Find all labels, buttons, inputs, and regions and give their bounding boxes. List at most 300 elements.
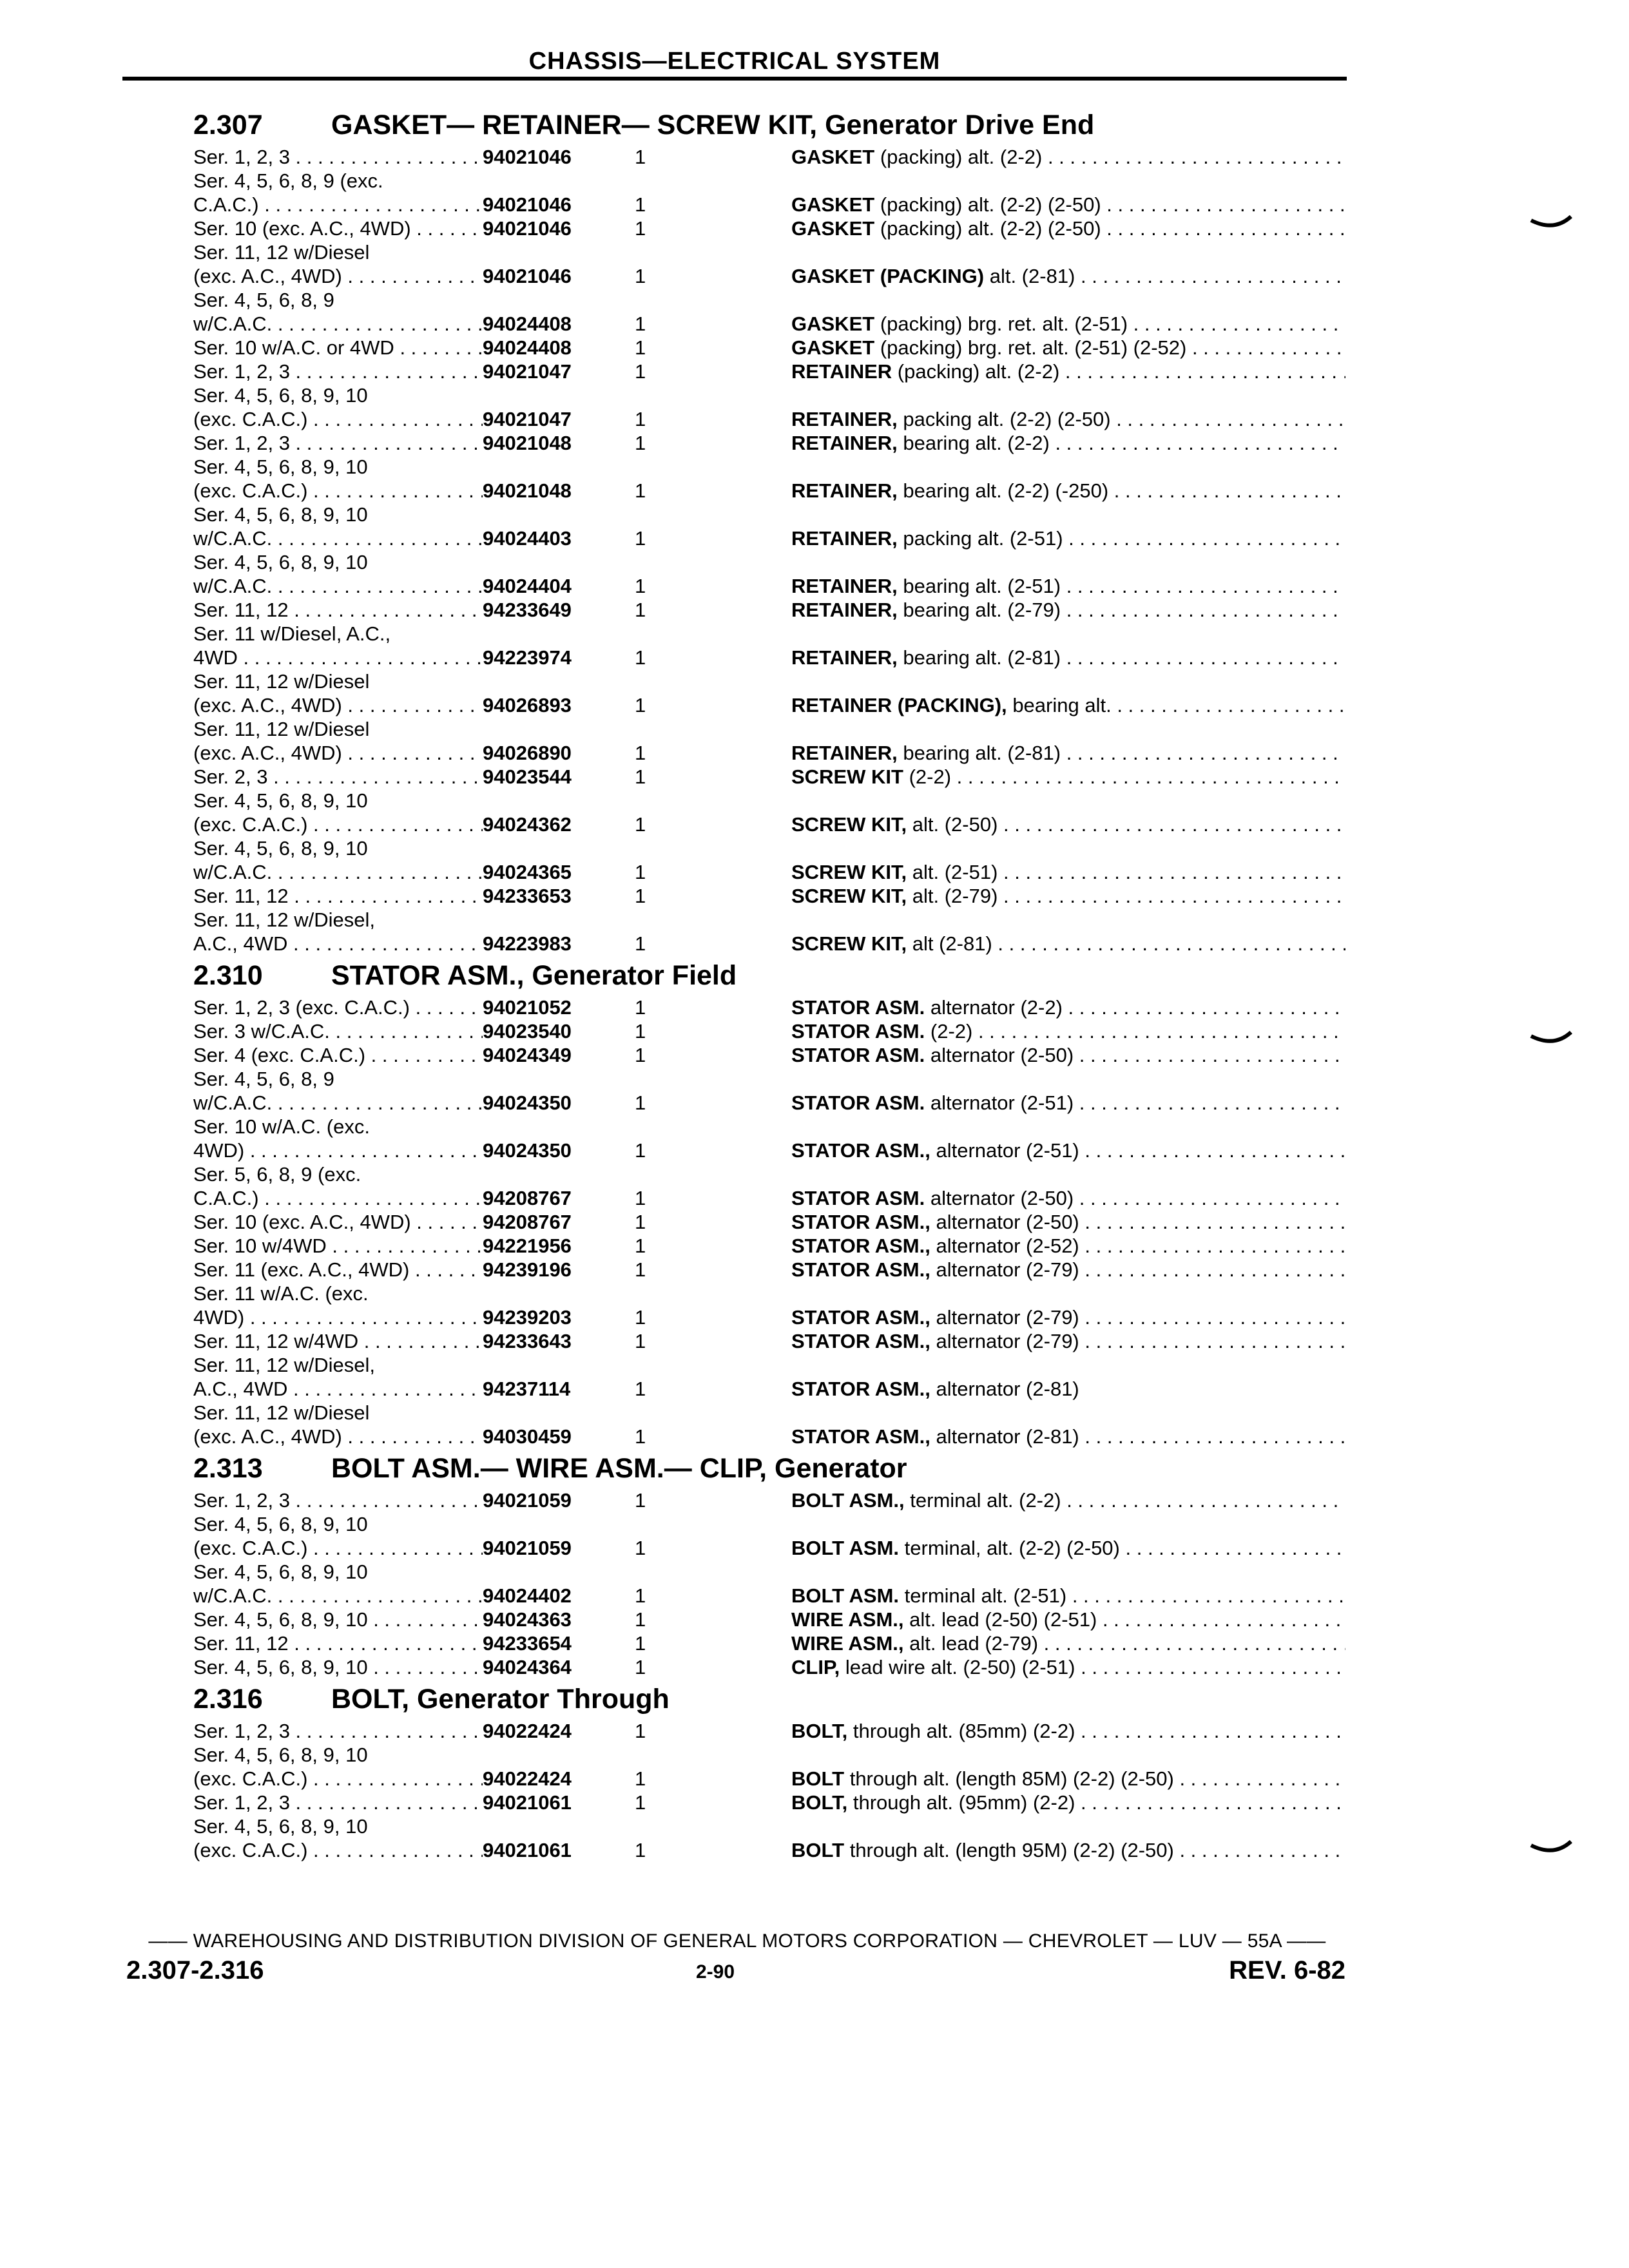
part-description bbox=[791, 932, 1345, 956]
part-name: BOLT ASM. bbox=[791, 1537, 900, 1559]
quantity: 1 bbox=[635, 432, 646, 454]
quantity: 1 bbox=[635, 360, 646, 383]
part-number: 94021046 bbox=[483, 217, 572, 240]
parts-list-row bbox=[193, 360, 1353, 383]
parts-list-row bbox=[193, 1608, 1353, 1631]
part-number: 94233649 bbox=[483, 599, 572, 621]
part-description bbox=[791, 216, 1345, 240]
parts-list-row bbox=[193, 1488, 1353, 1512]
application-text: Ser. 4, 5, 6, 8, 9, 10 bbox=[193, 1744, 368, 1766]
part-description bbox=[791, 1791, 1345, 1814]
part-number: 94023544 bbox=[483, 765, 572, 788]
quantity: 1 bbox=[635, 1632, 646, 1655]
application-text: w/C.A.C. . . . bbox=[193, 1091, 483, 1115]
quantity: 1 bbox=[635, 1330, 646, 1352]
quantity: 1 bbox=[635, 1489, 646, 1512]
parts-list-row bbox=[193, 1067, 1353, 1115]
part-description bbox=[791, 312, 1345, 336]
part-description bbox=[791, 574, 1345, 598]
part-description bbox=[791, 479, 1345, 503]
part-detail: bearing alt. (2-2) bbox=[903, 432, 1050, 454]
part-number: 94023540 bbox=[483, 1020, 572, 1043]
parts-catalog-content bbox=[193, 105, 1353, 1862]
part-name: STATOR ASM., bbox=[791, 1235, 930, 1257]
part-number: 94022424 bbox=[483, 1767, 572, 1790]
part-number: 94021047 bbox=[483, 408, 572, 430]
quantity: 1 bbox=[635, 1767, 646, 1790]
application-text: Ser. 10 (exc. A.C., 4WD) . . . bbox=[193, 216, 483, 240]
part-detail: alt. lead (2-50) (2-51) bbox=[909, 1608, 1097, 1631]
section-heading bbox=[193, 956, 1353, 995]
quantity: 1 bbox=[635, 336, 646, 359]
part-detail: (packing) alt. (2-2) (2-50) bbox=[880, 193, 1101, 216]
part-name: SCREW KIT, bbox=[791, 932, 907, 955]
page-title: CHASSIS—ELECTRICAL SYSTEM bbox=[122, 48, 1347, 81]
part-number: 94024408 bbox=[483, 336, 572, 359]
part-detail: alternator (2-50) bbox=[936, 1211, 1079, 1233]
part-name: GASKET bbox=[791, 312, 875, 335]
part-detail: bearing alt. (2-2) (-250) bbox=[903, 479, 1109, 502]
parts-list-row bbox=[193, 1019, 1353, 1043]
part-detail: (packing) alt. (2-2) bbox=[897, 360, 1060, 383]
part-name: GASKET bbox=[791, 336, 875, 359]
part-description bbox=[791, 1425, 1345, 1448]
application-text: 4WD) . . . bbox=[193, 1305, 483, 1329]
quantity: 1 bbox=[635, 527, 646, 550]
quantity: 1 bbox=[635, 1720, 646, 1742]
application-text: Ser. 10 w/4WD . . . bbox=[193, 1234, 483, 1258]
section-heading bbox=[193, 1448, 1353, 1488]
part-name: STATOR ASM. bbox=[791, 996, 925, 1019]
parts-list-row bbox=[193, 431, 1353, 455]
part-description bbox=[791, 360, 1345, 383]
part-number: 94024408 bbox=[483, 312, 572, 335]
application-text: Ser. 4, 5, 6, 8, 9 (exc. bbox=[193, 169, 383, 192]
application-text: Ser. 1, 2, 3 . . . bbox=[193, 1488, 483, 1512]
application-text: Ser. 10 (exc. A.C., 4WD) . . . bbox=[193, 1210, 483, 1234]
parts-list-row bbox=[193, 216, 1353, 240]
part-number: 94021048 bbox=[483, 432, 572, 454]
part-name: GASKET bbox=[791, 217, 875, 240]
parts-list-row bbox=[193, 995, 1353, 1019]
application-text: (exc. C.A.C.) . . . bbox=[193, 407, 483, 431]
quantity: 1 bbox=[635, 1044, 646, 1066]
quantity: 1 bbox=[635, 1839, 646, 1861]
part-detail: bearing alt. bbox=[1012, 694, 1112, 716]
part-detail: terminal alt. (2-51) bbox=[904, 1584, 1067, 1607]
parts-list-row bbox=[193, 1560, 1353, 1608]
footer-page-number: 2-90 bbox=[696, 1961, 735, 1983]
parts-list-row bbox=[193, 383, 1353, 431]
parts-list-row bbox=[193, 1631, 1353, 1655]
application-text: Ser. 4, 5, 6, 8, 9, 10 bbox=[193, 456, 368, 478]
parts-list-row bbox=[193, 240, 1353, 288]
part-detail: alternator (2-81) bbox=[936, 1378, 1079, 1400]
application-text: (exc. A.C., 4WD) . . . bbox=[193, 741, 483, 765]
part-detail: through alt. (length 85M) (2-2) (2-50) bbox=[849, 1767, 1174, 1790]
quantity: 1 bbox=[635, 1425, 646, 1448]
section-number: 2.310 bbox=[193, 960, 263, 991]
part-description bbox=[791, 1210, 1345, 1234]
application-text: A.C., 4WD . . . bbox=[193, 932, 483, 956]
parts-list-row bbox=[193, 1719, 1353, 1743]
application-text: Ser. 11, 12 w/4WD . . . bbox=[193, 1329, 483, 1353]
application-text: (exc. A.C., 4WD) . . . bbox=[193, 1425, 483, 1448]
parts-list-row bbox=[193, 1043, 1353, 1067]
part-detail: alt. (2-51) bbox=[912, 861, 998, 883]
parts-list-row bbox=[193, 288, 1353, 336]
application-text: w/C.A.C. . . . bbox=[193, 1584, 483, 1608]
part-detail: alternator (2-79) bbox=[936, 1258, 1079, 1281]
part-description bbox=[791, 1838, 1345, 1862]
application-text: Ser. 11 (exc. A.C., 4WD) . . . bbox=[193, 1258, 483, 1282]
part-number: 94021059 bbox=[483, 1537, 572, 1559]
part-detail: alternator (2-51) bbox=[936, 1139, 1079, 1162]
part-description bbox=[791, 1488, 1345, 1512]
application-text: Ser. 11, 12 w/Diesel bbox=[193, 1401, 370, 1424]
part-name: WIRE ASM., bbox=[791, 1608, 904, 1631]
part-name: STATOR ASM. bbox=[791, 1091, 925, 1114]
part-description bbox=[791, 1536, 1345, 1560]
quantity: 1 bbox=[635, 813, 646, 836]
parts-list-row bbox=[193, 789, 1353, 836]
application-text: Ser. 3 w/C.A.C. . . . bbox=[193, 1019, 483, 1043]
quantity: 1 bbox=[635, 479, 646, 502]
part-name: RETAINER (PACKING), bbox=[791, 694, 1007, 716]
part-description bbox=[791, 193, 1345, 216]
application-text: (exc. A.C., 4WD) . . . bbox=[193, 264, 483, 288]
part-number: 94024350 bbox=[483, 1091, 572, 1114]
application-text: 4WD . . . bbox=[193, 646, 483, 669]
quantity: 1 bbox=[635, 217, 646, 240]
parts-list-row bbox=[193, 1743, 1353, 1791]
quantity: 1 bbox=[635, 599, 646, 621]
part-name: GASKET bbox=[791, 193, 875, 216]
parts-list-row bbox=[193, 145, 1353, 169]
part-name: STATOR ASM., bbox=[791, 1211, 930, 1233]
section-heading bbox=[193, 1679, 1353, 1719]
application-text: Ser. 1, 2, 3 . . . bbox=[193, 1791, 483, 1814]
part-detail: through alt. (85mm) (2-2) bbox=[853, 1720, 1075, 1742]
part-name: STATOR ASM., bbox=[791, 1258, 930, 1281]
part-name: BOLT ASM., bbox=[791, 1489, 905, 1512]
part-number: 94021046 bbox=[483, 193, 572, 216]
quantity: 1 bbox=[635, 694, 646, 716]
part-description bbox=[791, 1767, 1345, 1791]
part-name: RETAINER, bbox=[791, 575, 898, 597]
parts-list-row bbox=[193, 1791, 1353, 1814]
part-description bbox=[791, 1584, 1345, 1608]
part-name: RETAINER, bbox=[791, 479, 898, 502]
application-text: Ser. 11, 12 w/Diesel bbox=[193, 670, 370, 693]
part-detail: bearing alt. (2-81) bbox=[903, 646, 1061, 669]
part-detail: alternator (2-51) bbox=[930, 1091, 1074, 1114]
application-text: Ser. 4, 5, 6, 8, 9, 10 bbox=[193, 837, 368, 860]
part-detail: alternator (2-50) bbox=[930, 1044, 1074, 1066]
part-description bbox=[791, 1043, 1345, 1067]
part-number: 94022424 bbox=[483, 1720, 572, 1742]
application-text: Ser. 4, 5, 6, 8, 9, 10 bbox=[193, 1815, 368, 1838]
part-detail: alt. (2-79) bbox=[912, 885, 998, 907]
part-detail: (packing) alt. (2-2) bbox=[880, 146, 1043, 168]
part-description bbox=[791, 1377, 1345, 1401]
quantity: 1 bbox=[635, 1306, 646, 1329]
part-detail: lead wire alt. (2-50) (2-51) bbox=[845, 1656, 1075, 1678]
part-detail: (2-2) bbox=[930, 1020, 973, 1043]
parts-list-row bbox=[193, 598, 1353, 622]
quantity: 1 bbox=[635, 885, 646, 907]
application-text: Ser. 11, 12 . . . bbox=[193, 1631, 483, 1655]
part-name: SCREW KIT, bbox=[791, 861, 907, 883]
section-title: BOLT, Generator Through bbox=[331, 1684, 670, 1715]
part-description bbox=[791, 1019, 1345, 1043]
parts-list-row bbox=[193, 1512, 1353, 1560]
part-name: BOLT, bbox=[791, 1791, 848, 1814]
part-description bbox=[791, 884, 1345, 908]
parts-list-row bbox=[193, 669, 1353, 717]
part-number: 94021059 bbox=[483, 1489, 572, 1512]
section-heading bbox=[193, 105, 1353, 145]
application-text: Ser. 4, 5, 6, 8, 9 bbox=[193, 289, 334, 311]
part-number: 94030459 bbox=[483, 1425, 572, 1448]
part-number: 94223974 bbox=[483, 646, 572, 669]
part-number: 94239196 bbox=[483, 1258, 572, 1281]
part-number: 94024403 bbox=[483, 527, 572, 550]
part-detail: alt. (2-50) bbox=[912, 813, 998, 836]
part-description bbox=[791, 264, 1345, 288]
parts-list-row bbox=[193, 1655, 1353, 1679]
parts-list-row bbox=[193, 1329, 1353, 1353]
application-text: (exc. A.C., 4WD) . . . bbox=[193, 693, 483, 717]
part-detail: alt. (2-81) bbox=[989, 265, 1075, 287]
part-number: 94024404 bbox=[483, 575, 572, 597]
application-text: (exc. C.A.C.) . . . bbox=[193, 479, 483, 503]
application-text: Ser. 5, 6, 8, 9 (exc. bbox=[193, 1163, 361, 1186]
part-number: 94026893 bbox=[483, 694, 572, 716]
part-description bbox=[791, 1139, 1345, 1162]
application-text: (exc. C.A.C.) . . . bbox=[193, 1838, 483, 1862]
application-text: Ser. 2, 3 . . . bbox=[193, 765, 483, 789]
application-text: Ser. 4, 5, 6, 8, 9, 10 bbox=[193, 1513, 368, 1535]
quantity: 1 bbox=[635, 265, 646, 287]
part-detail: terminal alt. (2-2) bbox=[910, 1489, 1061, 1512]
parts-list-row bbox=[193, 765, 1353, 789]
section-title: BOLT ASM.— WIRE ASM.— CLIP, Generator bbox=[331, 1453, 907, 1484]
part-name: BOLT, bbox=[791, 1720, 848, 1742]
part-number: 94021061 bbox=[483, 1839, 572, 1861]
application-text: Ser. 11, 12 w/Diesel, bbox=[193, 908, 376, 931]
application-text: Ser. 4, 5, 6, 8, 9, 10 . . . bbox=[193, 1608, 483, 1631]
part-name: RETAINER, bbox=[791, 599, 898, 621]
part-description bbox=[791, 145, 1345, 169]
part-number: 94024363 bbox=[483, 1608, 572, 1631]
section-number: 2.313 bbox=[193, 1453, 263, 1484]
part-detail: bearing alt. (2-51) bbox=[903, 575, 1061, 597]
application-text: Ser. 11, 12 w/Diesel bbox=[193, 241, 370, 264]
application-text: w/C.A.C. . . . bbox=[193, 526, 483, 550]
application-text: Ser. 10 w/A.C. or 4WD . . . bbox=[193, 336, 483, 360]
part-name: GASKET (PACKING) bbox=[791, 265, 985, 287]
part-number: 94239203 bbox=[483, 1306, 572, 1329]
part-name: RETAINER, bbox=[791, 527, 898, 550]
part-name: SCREW KIT, bbox=[791, 813, 907, 836]
parts-list-row bbox=[193, 1258, 1353, 1282]
part-number: 94021046 bbox=[483, 146, 572, 168]
part-detail: alternator (2-50) bbox=[930, 1187, 1074, 1209]
application-text: Ser. 4, 5, 6, 8, 9 bbox=[193, 1068, 334, 1090]
application-text: (exc. C.A.C.) . . . bbox=[193, 1767, 483, 1791]
part-number: 94024362 bbox=[483, 813, 572, 836]
part-description bbox=[791, 1631, 1345, 1655]
application-text: Ser. 4, 5, 6, 8, 9, 10 bbox=[193, 551, 368, 573]
part-detail: alternator (2-79) bbox=[936, 1306, 1079, 1329]
quantity: 1 bbox=[635, 193, 646, 216]
part-description bbox=[791, 336, 1345, 360]
footer-publisher-line: —— WAREHOUSING AND DISTRIBUTION DIVISION OF GENERAL MOTORS CORPORATION — CHEVROLET — LUV — 55A —— bbox=[148, 1930, 1326, 1952]
part-detail: (2-2) bbox=[909, 765, 952, 788]
quantity: 1 bbox=[635, 575, 646, 597]
parts-list-row bbox=[193, 1162, 1353, 1210]
part-description bbox=[791, 1608, 1345, 1631]
section-title: STATOR ASM., Generator Field bbox=[331, 960, 737, 991]
part-name: RETAINER, bbox=[791, 742, 898, 764]
part-number: 94208767 bbox=[483, 1187, 572, 1209]
parts-list-row bbox=[193, 1210, 1353, 1234]
part-number: 94221956 bbox=[483, 1235, 572, 1257]
parts-list-row bbox=[193, 550, 1353, 598]
application-text: Ser. 10 w/A.C. (exc. bbox=[193, 1115, 370, 1138]
part-detail: (packing) brg. ret. alt. (2-51) (2-52) bbox=[880, 336, 1187, 359]
part-description bbox=[791, 526, 1345, 550]
application-text: 4WD) . . . bbox=[193, 1139, 483, 1162]
part-number: 94021061 bbox=[483, 1791, 572, 1814]
parts-list-row bbox=[193, 1814, 1353, 1862]
part-number: 94237114 bbox=[483, 1378, 571, 1400]
part-number: 94233653 bbox=[483, 885, 572, 907]
part-name: BOLT ASM. bbox=[791, 1584, 900, 1607]
part-number: 94021052 bbox=[483, 996, 572, 1019]
part-name: CLIP, bbox=[791, 1656, 840, 1678]
application-text: C.A.C.) . . . bbox=[193, 1186, 483, 1210]
application-text: Ser. 11 w/A.C. (exc. bbox=[193, 1282, 369, 1305]
part-description bbox=[791, 812, 1345, 836]
quantity: 1 bbox=[635, 1656, 646, 1678]
quantity: 1 bbox=[635, 646, 646, 669]
quantity: 1 bbox=[635, 765, 646, 788]
part-number: 94223983 bbox=[483, 932, 572, 955]
part-name: STATOR ASM. bbox=[791, 1020, 925, 1043]
application-text: Ser. 4, 5, 6, 8, 9, 10 bbox=[193, 1561, 368, 1583]
part-number: 94024365 bbox=[483, 861, 572, 883]
quantity: 1 bbox=[635, 1139, 646, 1162]
part-description bbox=[791, 1305, 1345, 1329]
quantity: 1 bbox=[635, 932, 646, 955]
part-description bbox=[791, 1719, 1345, 1743]
part-description bbox=[791, 765, 1345, 789]
parts-list-row bbox=[193, 1282, 1353, 1329]
part-number: 94021046 bbox=[483, 265, 572, 287]
part-detail: (packing) brg. ret. alt. (2-51) bbox=[880, 312, 1128, 335]
application-text: Ser. 4, 5, 6, 8, 9, 10 . . . bbox=[193, 1655, 483, 1679]
part-number: 94026890 bbox=[483, 742, 572, 764]
part-name: RETAINER bbox=[791, 360, 892, 383]
application-text: C.A.C.) . . . bbox=[193, 193, 483, 216]
application-text: Ser. 11, 12 . . . bbox=[193, 884, 483, 908]
part-detail: bearing alt. (2-79) bbox=[903, 599, 1061, 621]
part-description bbox=[791, 1258, 1345, 1282]
quantity: 1 bbox=[635, 861, 646, 883]
application-text: A.C., 4WD . . . bbox=[193, 1377, 483, 1401]
part-description bbox=[791, 1186, 1345, 1210]
part-detail: through alt. (95mm) (2-2) bbox=[853, 1791, 1075, 1814]
application-text: Ser. 4 (exc. C.A.C.) . . . bbox=[193, 1043, 483, 1067]
quantity: 1 bbox=[635, 1020, 646, 1043]
parts-list-row bbox=[193, 1353, 1353, 1401]
quantity: 1 bbox=[635, 1258, 646, 1281]
application-text: Ser. 4, 5, 6, 8, 9, 10 bbox=[193, 503, 368, 526]
part-name: STATOR ASM. bbox=[791, 1044, 925, 1066]
application-text: Ser. 1, 2, 3 . . . bbox=[193, 1719, 483, 1743]
part-name: RETAINER, bbox=[791, 432, 898, 454]
part-name: RETAINER, bbox=[791, 646, 898, 669]
footer-section-range: 2.307-2.316 bbox=[126, 1956, 264, 1984]
quantity: 1 bbox=[635, 1537, 646, 1559]
part-description bbox=[791, 741, 1345, 765]
part-description bbox=[791, 1234, 1345, 1258]
application-text: Ser. 4, 5, 6, 8, 9, 10 bbox=[193, 384, 368, 407]
quantity: 1 bbox=[635, 408, 646, 430]
quantity: 1 bbox=[635, 742, 646, 764]
application-text: Ser. 1, 2, 3 . . . bbox=[193, 431, 483, 455]
part-number: 94208767 bbox=[483, 1211, 572, 1233]
application-text: w/C.A.C. . . . bbox=[193, 312, 483, 336]
part-description bbox=[791, 1329, 1345, 1353]
margin-check-mark-1 bbox=[1528, 213, 1574, 232]
part-description bbox=[791, 1091, 1345, 1115]
part-number: 94024349 bbox=[483, 1044, 572, 1066]
application-text: (exc. C.A.C.) . . . bbox=[193, 812, 483, 836]
part-name: STATOR ASM., bbox=[791, 1378, 930, 1400]
section-number: 2.307 bbox=[193, 110, 263, 140]
part-number: 94233654 bbox=[483, 1632, 572, 1655]
parts-list-row bbox=[193, 169, 1353, 216]
quantity: 1 bbox=[635, 1235, 646, 1257]
parts-list-row bbox=[193, 836, 1353, 884]
part-name: RETAINER, bbox=[791, 408, 898, 430]
part-number: 94024364 bbox=[483, 1656, 572, 1678]
quantity: 1 bbox=[635, 1211, 646, 1233]
application-text: Ser. 11, 12 . . . bbox=[193, 598, 483, 622]
margin-check-mark-2 bbox=[1528, 1028, 1574, 1048]
application-text: Ser. 11 w/Diesel, A.C., bbox=[193, 622, 391, 645]
parts-list-row bbox=[193, 1401, 1353, 1448]
part-name: STATOR ASM., bbox=[791, 1139, 930, 1162]
part-description bbox=[791, 693, 1345, 717]
part-name: STATOR ASM. bbox=[791, 1187, 925, 1209]
part-name: STATOR ASM., bbox=[791, 1306, 930, 1329]
part-name: SCREW KIT, bbox=[791, 885, 907, 907]
part-detail: terminal, alt. (2-2) (2-50) bbox=[904, 1537, 1120, 1559]
parts-list-row bbox=[193, 1234, 1353, 1258]
part-name: STATOR ASM., bbox=[791, 1330, 930, 1352]
application-text: Ser. 1, 2, 3 . . . bbox=[193, 360, 483, 383]
application-text: w/C.A.C. . . . bbox=[193, 574, 483, 598]
application-text: Ser. 1, 2, 3 . . . bbox=[193, 145, 483, 169]
part-detail: alternator (2-79) bbox=[936, 1330, 1079, 1352]
application-text: Ser. 4, 5, 6, 8, 9, 10 bbox=[193, 789, 368, 812]
parts-list-row bbox=[193, 717, 1353, 765]
part-name: STATOR ASM., bbox=[791, 1425, 930, 1448]
